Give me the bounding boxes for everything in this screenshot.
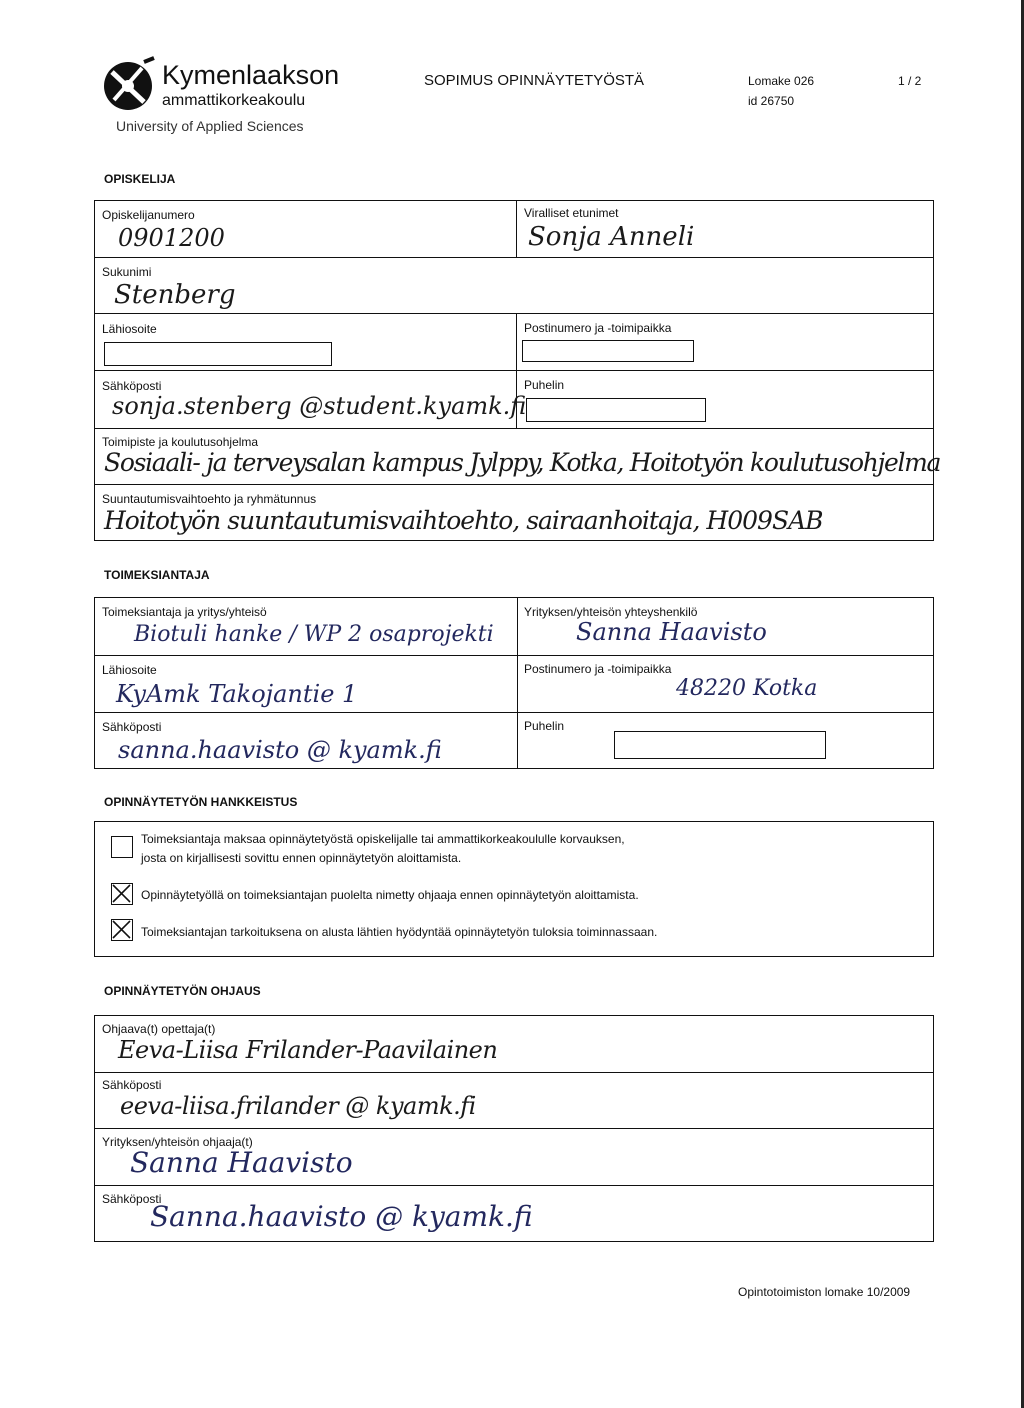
student-phone-redaction [526,398,706,422]
funding-option-3-text: Toimeksiantajan tarkoituksena on alusta lähtien hyödyntää opinnäytetyön tuloksia toiminnassaan. [141,925,658,939]
student-postal-redaction [522,340,694,362]
client-phone-label: Puhelin [524,719,565,733]
funding-option-2-text: Opinnäytetyöllä on toimeksiantajan puolelta nimetty ohjaaja ennen opinnäytetyön aloittamista. [141,888,639,902]
logo-sub-text: ammattikorkeakoulu [162,92,306,109]
document-title: SOPIMUS OPINNÄYTETYÖSTÄ [424,72,645,89]
supervision-teacher-label: Ohjaava(t) opettaja(t) [102,1022,216,1036]
student-phone-label: Puhelin [524,378,565,392]
section-funding: OPINNÄYTETYÖN HANKKEISTUS [104,795,298,809]
student-address-redaction [104,342,332,366]
client-postal-value: 48220 Kotka [676,676,818,701]
client-email-label: Sähköposti [102,720,162,734]
student-surname-value: Stenberg [114,280,236,310]
supervision-teacher-email-value: eeva-liisa.frilander @ kyamk.fi [120,1092,476,1120]
student-address-label: Lähiosoite [102,322,157,336]
logo [100,56,160,112]
supervision-teacher-email-label: Sähköposti [102,1078,162,1092]
checkbox-x-icon [112,884,131,903]
supervision-company-value: Sanna Haavisto [130,1146,353,1179]
client-email-value: sanna.haavisto @ kyamk.fi [118,736,442,764]
student-firstnames-value: Sonja Anneli [528,222,695,252]
supervision-teacher-value: Eeva-Liisa Frilander-Paavilainen [118,1036,498,1064]
funding-checkbox-3[interactable] [111,919,133,941]
student-email-label: Sähköposti [102,379,162,393]
student-track-label: Suuntautumisvaihtoehto ja ryhmätunnus [102,492,317,506]
form-code: Lomake 026 [748,74,815,88]
funding-option-1-text-2: josta on kirjallisesti sovittu ennen opinnäytetyön aloittamista. [141,851,462,865]
funding-checkbox-1[interactable] [111,836,133,858]
student-unit-value: Sosiaali- ja terveysalan kampus Jylppy, Kotka, Hoitotyön koulutusohjelma [104,448,941,477]
logo-emblem-icon [100,56,160,112]
student-surname-label: Sukunimi [102,265,152,279]
supervision-company-email-label: Sähköposti [102,1192,162,1206]
client-phone-redaction [614,731,826,759]
section-student: OPISKELIJA [104,172,176,186]
client-contact-label: Yrityksen/yhteisön yhteyshenkilö [524,605,698,619]
funding-checkbox-2[interactable] [111,883,133,905]
student-postal-label: Postinumero ja -toimipaikka [524,321,672,335]
client-org-value: Biotuli hanke / WP 2 osaprojekti [134,622,494,647]
client-address-label: Lähiosoite [102,663,157,677]
supervision-company-label: Yrityksen/yhteisön ohjaaja(t) [102,1135,253,1149]
client-org-label: Toimeksiantaja ja yritys/yhteisö [102,605,267,619]
client-postal-label: Postinumero ja -toimipaikka [524,662,672,676]
footer-note: Opintotoimiston lomake 10/2009 [738,1285,911,1299]
logo-university-text: University of Applied Sciences [116,118,304,134]
page-number: 1 / 2 [898,74,922,88]
client-address-value: KyAmk Takojantie 1 [116,680,358,708]
form-id: id 26750 [748,94,795,108]
logo-main-text: Kymenlaakson [162,60,340,90]
checkbox-x-icon [112,920,131,939]
client-contact-value: Sanna Haavisto [576,618,767,646]
student-track-value: Hoitotyön suuntautumisvaihtoehto, sairaanhoitaja, H009SAB [104,506,823,535]
student-firstnames-label: Viralliset etunimet [524,206,619,220]
supervision-company-email-value: Sanna.haavisto @ kyamk.fi [150,1200,533,1233]
section-client: TOIMEKSIANTAJA [104,568,210,582]
section-supervision: OPINNÄYTETYÖN OHJAUS [104,984,261,998]
student-unit-label: Toimipiste ja koulutusohjelma [102,435,259,449]
funding-option-1-text: Toimeksiantaja maksaa opinnäytetyöstä opiskelijalle tai ammattikorkeakoululle korvauksen, [141,832,625,846]
student-email-value: sonja.stenberg @student.kyamk.fi [112,392,527,420]
student-number-label: Opiskelijanumero [102,208,195,222]
student-number-value: 0901200 [118,224,225,252]
